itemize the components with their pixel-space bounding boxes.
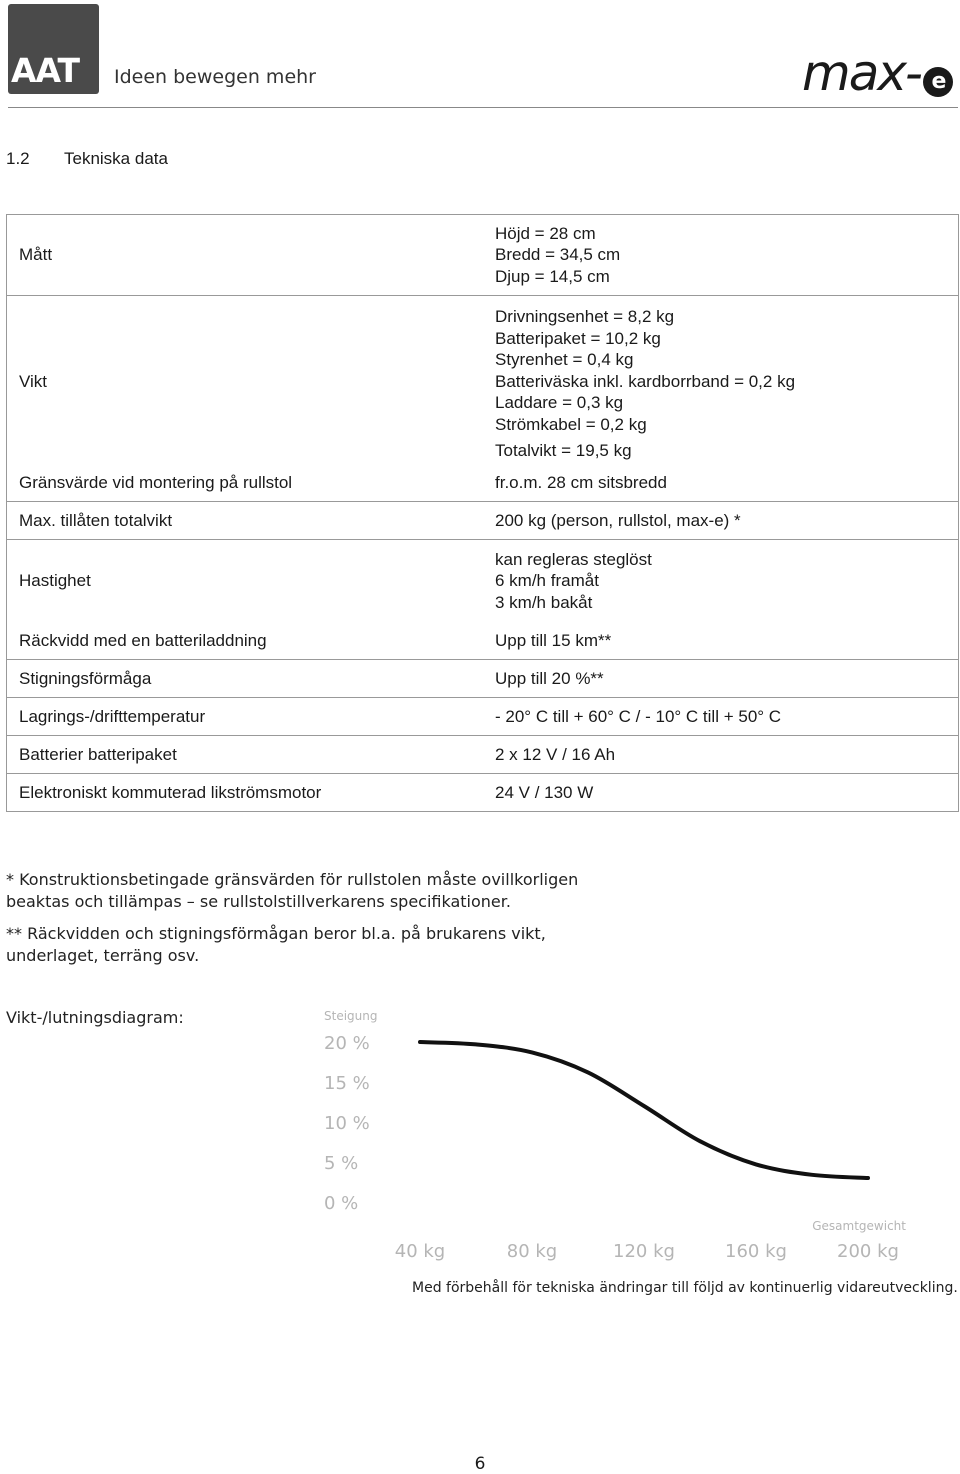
row-label: Vikt	[19, 372, 48, 391]
section-number: 1.2	[6, 149, 30, 168]
row-value: 2 x 12 V / 16 Ah	[495, 744, 616, 764]
section-heading	[6, 149, 168, 169]
table-row-batterier	[7, 736, 958, 774]
row-label: Lagrings-/drifttemperatur	[19, 706, 206, 726]
footnote-2	[6, 923, 606, 966]
x-axis-label: Gesamtgewicht	[812, 1219, 906, 1233]
logo-text: AAT	[11, 51, 80, 90]
diagram-label: Vikt-/lutningsdiagram:	[6, 1008, 184, 1027]
y-tick-label: 10 %	[324, 1113, 370, 1134]
footnote-1	[6, 869, 606, 912]
footnote-line: beaktas och tillämpas – se rullstolstillverkarens specifikationer.	[6, 891, 511, 911]
footnote-line: underlaget, terräng osv.	[6, 945, 200, 965]
row-label: Batterier batteripaket	[19, 744, 177, 764]
table-row-matt	[7, 215, 958, 296]
y-tick-label: 5 %	[324, 1153, 359, 1174]
y-axis-label: Steigung	[324, 1009, 378, 1023]
header-divider	[8, 107, 958, 108]
row-value: Upp till 20 %**	[495, 668, 604, 688]
row-label: Mått	[19, 245, 53, 264]
row-value: Höjd = 28 cm	[495, 223, 596, 243]
y-tick-label: 15 %	[324, 1073, 370, 1094]
row-label: Stigningsförmåga	[19, 668, 152, 688]
x-tick-label: 120 kg	[613, 1241, 675, 1262]
row-value: Styrenhet = 0,4 kg	[495, 350, 634, 369]
brand-e-mark: e	[923, 67, 953, 97]
table-row-temp	[7, 698, 958, 736]
data-line	[420, 1042, 868, 1178]
row-value: kan regleras steglöst	[495, 549, 652, 569]
row-value: fr.o.m. 28 cm sitsbredd	[495, 472, 667, 492]
y-tick-label: 20 %	[324, 1033, 370, 1054]
row-label: Max. tillåten totalvikt	[19, 510, 173, 530]
weight-slope-chart	[300, 1000, 920, 1275]
max-e-logo	[802, 44, 953, 102]
aat-logo	[8, 4, 99, 94]
row-value: Batteriväska inkl. kardborrband = 0,2 kg	[495, 371, 796, 391]
table-row-max-vikt	[7, 502, 958, 540]
row-value: Batteripaket = 10,2 kg	[495, 328, 661, 348]
section-title: Tekniska data	[64, 149, 168, 168]
table-row-hastighet	[7, 540, 958, 622]
y-tick-label: 0 %	[324, 1193, 359, 1214]
row-label: Elektroniskt kommuterad likströmsmotor	[19, 782, 322, 802]
row-value: Djup = 14,5 cm	[495, 266, 610, 286]
x-tick-label: 80 kg	[506, 1241, 558, 1262]
x-tick-label: 40 kg	[394, 1241, 446, 1262]
row-value: 3 km/h bakåt	[495, 592, 593, 612]
row-value: Drivningsenhet = 8,2 kg	[495, 307, 675, 326]
tagline: Ideen bewegen mehr	[114, 66, 316, 88]
row-value: Laddare = 0,3 kg	[495, 393, 624, 412]
row-value: 24 V / 130 W	[495, 782, 594, 802]
table-row-vikt	[7, 296, 958, 464]
row-label: Gränsvärde vid montering på rullstol	[19, 472, 293, 492]
row-value: 6 km/h framåt	[495, 571, 599, 591]
brand-text: max-	[802, 44, 921, 102]
tech-data-table	[6, 214, 959, 812]
x-tick-label: 160 kg	[725, 1241, 787, 1262]
table-row-rackvidd	[7, 622, 958, 660]
disclaimer: Med förbehåll för tekniska ändringar till följd av kontinuerlig vidareutveckling.	[412, 1280, 958, 1296]
x-tick-label: 200 kg	[837, 1241, 899, 1262]
row-value: Strömkabel = 0,2 kg	[495, 414, 647, 434]
row-value: Bredd = 34,5 cm	[495, 245, 621, 265]
table-row-gransvarde	[7, 464, 958, 502]
row-total: Totalvikt = 19,5 kg	[495, 441, 632, 460]
footnote-line: ** Räckvidden och stigningsförmågan beror bl.a. på brukarens vikt,	[6, 924, 546, 943]
footnote-line: * Konstruktionsbetingade gränsvärden för rullstolen måste ovillkorligen	[6, 870, 579, 889]
page-number: 6	[474, 1454, 486, 1474]
row-value: - 20° C till + 60° C / - 10° C till + 50° C	[495, 706, 782, 726]
row-value: Upp till 15 km**	[495, 630, 612, 650]
table-row-stigning	[7, 660, 958, 698]
row-label: Räckvidd med en batteriladdning	[19, 630, 267, 650]
row-label: Hastighet	[19, 571, 91, 590]
table-row-motor	[7, 774, 958, 812]
row-value: 200 kg (person, rullstol, max-e) *	[495, 510, 741, 530]
